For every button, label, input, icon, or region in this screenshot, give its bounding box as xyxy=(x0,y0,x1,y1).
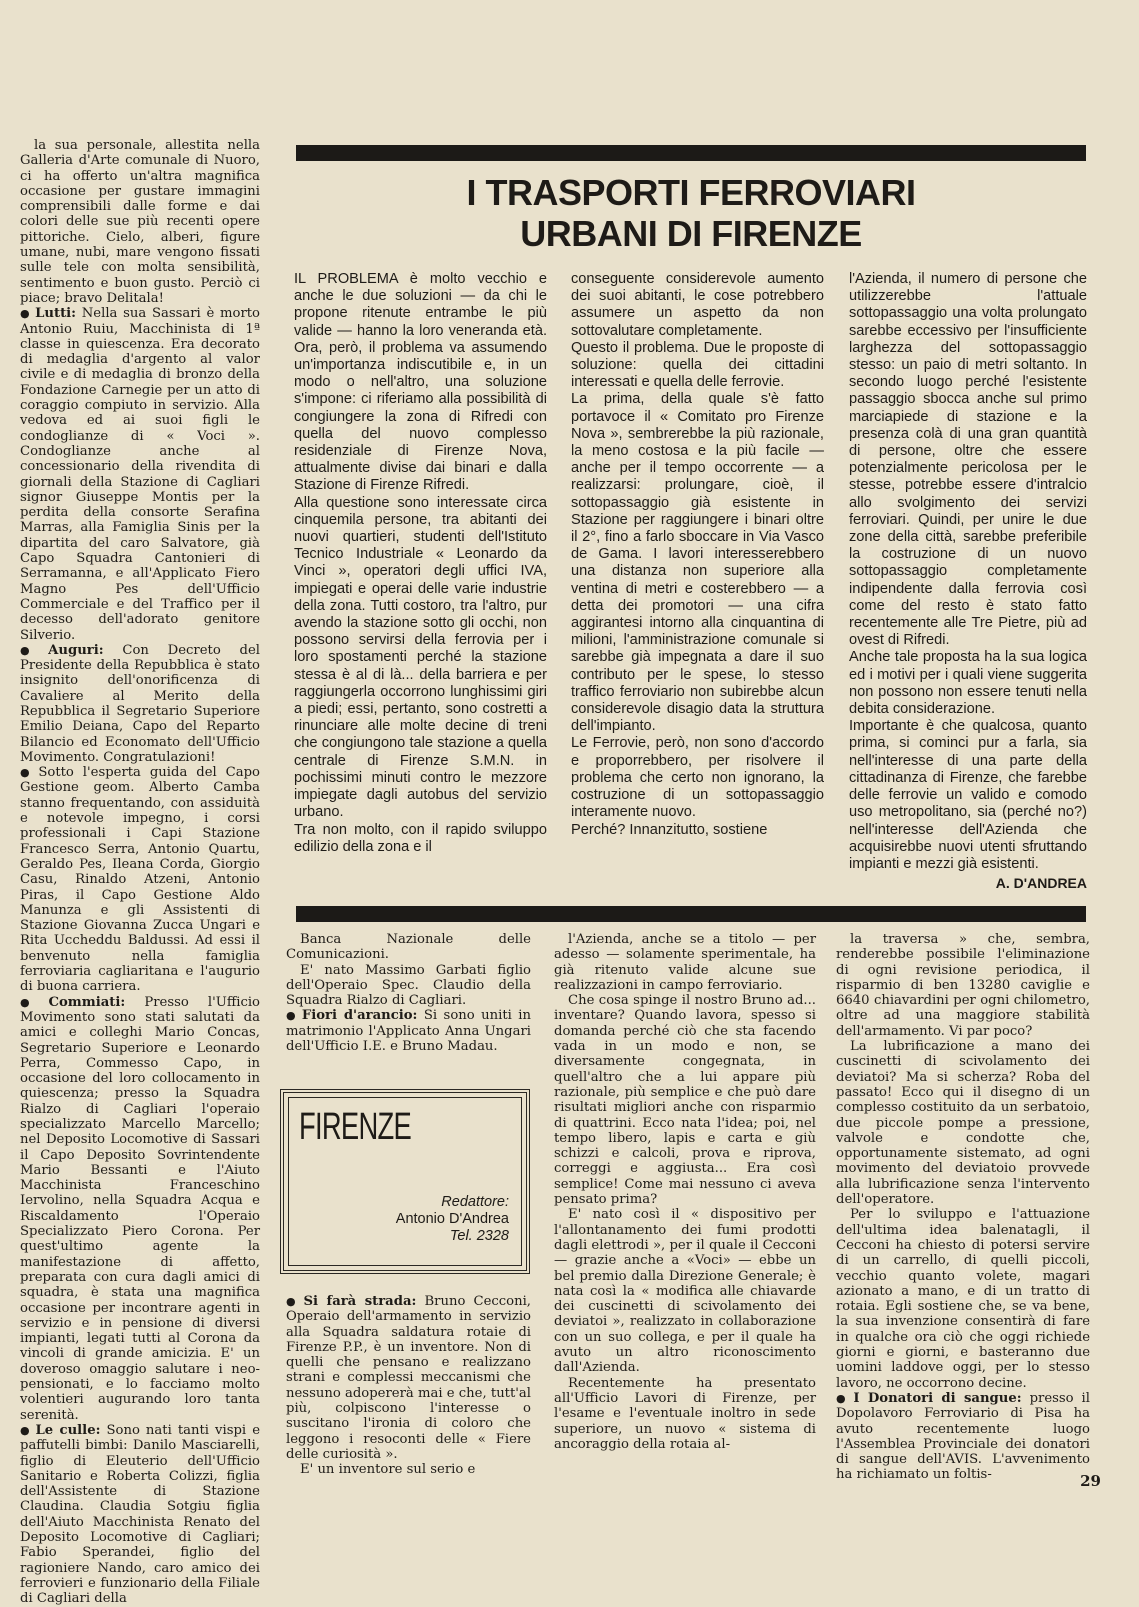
bullet-icon: ● xyxy=(20,643,45,657)
paragraph xyxy=(20,1423,260,1607)
paragraph-text: la sua personale, allestita nella Galleria d'Arte comunale di Nuoro, ci ha offerto un'altra magnifica occasione per gustare immagini comprensibili dalle forme e dai colori delle sue più recenti opere pittoriche. Cielo, alberi, figure umane, nubi, mare vengono fissati sulle tele con molta sensibilità, sentimento e buon gusto. Perciò ci piace; bravo Delitala! xyxy=(20,138,260,306)
bullet-icon: ● xyxy=(20,307,32,321)
article-paragraph: Le Ferrovie, però, non sono d'accordo e proporrebbero, per risolvere il problema che certo non ignorano, la costruzione di un sottopassaggio interamente nuovo. xyxy=(571,735,824,821)
article-paragraph: Perché? Innanzitutto, sostiene xyxy=(571,821,768,838)
paragraph xyxy=(286,963,531,1009)
paragraph-text: E' un inventore sul serio e xyxy=(300,1462,476,1478)
paragraph-text: Con Decreto del Presidente della Repubblica è stato insignito dell'onorificenza di Cavaliere al Merito della Repubblica il Segretario Superiore Emilio Deiana, Capo del Reparto Bilancio ed Economato dell'Ufficio Movimento. Congratulazioni! xyxy=(20,642,260,765)
paragraph xyxy=(836,1039,1090,1207)
paragraph xyxy=(836,1207,1090,1391)
paragraph xyxy=(286,1462,531,1477)
lower-column-2 xyxy=(554,932,816,1474)
paragraph-text: Per lo sviluppo e l'attuazione dell'ultima idea balenatagli, il Cecconi ha chiesto di potersi servire di un carrello, di quelli piccoli, vecchio quanto volete, magari azionato a mano, e di un tratto di rotaia. Egli sostiene che, se va bene, la sua invenzione consentirà di fare in qualche ora ciò che oggi richiede giorni e giorni, e basteranno due uomini laddove oggi, per lo stesso lavoro, ne occorrono decine. xyxy=(836,1207,1090,1391)
paragraph xyxy=(20,306,260,643)
article-paragraph: l'Azienda, il numero di persone che utilizzerebbe l'attuale sottopassaggio una volta prolungato sarebbe eccessivo per l'insufficiente larghezza del sottopassaggio stesso: un paio di metri soltanto. In secondo luogo perché l'esistente passaggio sbocca anche sul primo marciapiede di stazione e la presenza colà di una gran quantità di persone, oltre che essere potenzialmente pericolosa per le stesse, potrebbe essere d'intralcio allo svolgimento dei servizi ferroviari. Quindi, per unire le due zone della città, sarebbe preferibile la costruzione di un nuovo sottopassaggio completamente indipendente dalla ferrovia così come del resto è stato fatto recentemente alle Tre Pietre, più ad ovest di Rifredi. xyxy=(849,271,1087,649)
paragraph-lead: Commiati: xyxy=(48,994,126,1010)
paragraph-text: Sono nati tanti vispi e paffutelli bimbi: Danilo Masciarelli, figlio di Eleuterio dell'Ufficio Sanitario e Roberta Colizzi, figlia dell'Assistente di Stazione Claudina. Claudia Sotgiu figlia dell'Aiuto Macchinista Renato del Deposito Locomotive di Cagliari; Fabio Sperandei, figlio del ragioniere Nando, caro amico dei ferrovieri e funzionario della Filiale di Cagliari della xyxy=(20,1422,260,1607)
paragraph-text: E' nato Massimo Garbati figlio dell'Operaio Spec. Claudio della Squadra Rialzo di Cagliari. xyxy=(286,962,531,1009)
article-column-3 xyxy=(849,271,1087,892)
article-paragraph: Tra non molto, con il rapido sviluppo edilizio della zona e il xyxy=(294,821,547,855)
paragraph-text: l'Azienda, anche se a titolo — per adesso — solamente sperimentale, ha già ritenuto valide alcune sue realizzazioni in campo ferroviario. xyxy=(554,932,816,993)
paragraph-text: Presso l'Ufficio Movimento sono stati salutati da amici e colleghi Mario Concas, Segretario Superiore e Leonardo Perra, Commesso Capo, in occasione del loro collocamento in quiescenza; presso la Squadra Rialzo di Cagliari l'operaio specializzato Marcello Marcello; nel Deposito Locomotive di Sassari il Capo Deposito Sovrintendente Mario Bessanti e l'Aiuto Macchinista Franceschino Iervolino, nella Squadra Acqua e Riscaldamento l'Operaio Specializzato Piero Corona. Per quest'ultimo agente la manifestazione di affetto, preparata con cura dagli amici di squadra, è stata una magnifica occasione per incontrare agenti in servizio e in pensione di diversi impianti, legati tutti al Corona da vincoli di grande amicizia. E' un doveroso omaggio salutare i neo-pensionati, e lo facciamo molto volentieri augurando loro tanta serenità. xyxy=(20,994,260,1423)
lower-column-3 xyxy=(836,932,1090,1483)
bullet-icon: ● xyxy=(286,1295,300,1308)
paragraph xyxy=(836,1391,1090,1483)
paragraph xyxy=(554,1207,816,1375)
bullet-icon: ● xyxy=(20,995,45,1009)
paragraph xyxy=(836,932,1090,1039)
headline-line-1: I TRASPORTI FERROVIARI xyxy=(466,172,916,213)
article-paragraph: Importante è che qualcosa, quanto prima, si cominci pur a farla, sia nell'interesse di una parte della cittadinanza di Firenze, che farebbe delle ferrovie un valido e comodo uso metropolitano, sia (perché no?) nell'interesse dell'Azienda che acquisirebbe nuovi utenti sfruttando impianti e mezzi già esistenti. xyxy=(849,718,1087,872)
paragraph xyxy=(286,932,531,963)
header-rule xyxy=(296,145,1086,161)
box-info xyxy=(396,1194,509,1245)
article-column-2 xyxy=(571,271,824,883)
headline-line-2: URBANI DI FIRENZE xyxy=(520,213,862,254)
paragraph xyxy=(20,765,260,994)
box-name: Antonio D'Andrea xyxy=(395,1211,509,1227)
paragraph xyxy=(286,1008,531,1054)
article-headline xyxy=(296,172,1086,254)
paragraph xyxy=(20,995,260,1423)
page-number: 29 xyxy=(1080,1472,1101,1490)
paragraph-text: Nella sua Sassari è morto Antonio Ruiu, Macchinista di 1ª classe in quiescenza. Era decorato di medaglia d'argento al valor civile e di medaglia di bronzo della Fondazione Carnegie per un atto di coraggio compiuto in servizio. Alla vedova ed ai suoi figli le condoglianze di « Voci ». Condoglianze anche al concessionario della rivendita di giornali della Stazione di Cagliari signor Giuseppe Montis per la perdita della consorte Serafina Marras, alla Famiglia Sinis per la dipartita del caro Salvatore, già Capo Squadra Cantonieri di Serramanna, e all'Applicato Fiero Magno Pes dell'Ufficio Commerciale e del Traffico per il decesso dell'adorato genitore Silverio. xyxy=(20,306,260,643)
box-tel: Tel. 2328 xyxy=(449,1228,509,1244)
paragraph-text: Sotto l'esperta guida del Capo Gestione geom. Alberto Camba stanno frequentando, con assiduità e notevole impegno, i corsi professionali i Capi Stazione Francesco Serra, Antonio Quartu, Geraldo Pes, Ileana Corda, Giorgio Casu, Rinaldo Atzeni, Antonio Piras, il Capo Gestione Aldo Manunza e gli Assistenti di Stazione Giovanna Zucca Ungari e Rita Uccheddu Baldussi. Ad essi il benvenuto nella famiglia ferroviaria cagliaritana e l'augurio di buona carriera. xyxy=(20,765,260,995)
paragraph-text: la traversa » che, sembra, renderebbe possibile l'eliminazione di ogni revisione periodica, il risparmio di ben 13280 caviglie e 6640 chiavardini per ogni chilometro, oltre ad una maggiore stabilità dell'armamento. Vi par poco? xyxy=(836,932,1090,1039)
bullet-icon: ● xyxy=(20,1423,32,1437)
paragraph xyxy=(554,993,816,1207)
box-title: FIRENZE xyxy=(299,1106,412,1148)
article-paragraph: Questo il problema. Due le proposte di soluzione: quella dei cittadini interessati e quella delle ferrovie. xyxy=(571,339,824,391)
paragraph-text: presso il Dopolavoro Ferroviario di Pisa ha avuto recentemente luogo l'Assemblea Provinciale dei donatori di sangue dell'AVIS. L'avvenimento ha richiamato un foltis- xyxy=(836,1390,1090,1483)
article-column-1 xyxy=(294,271,547,883)
paragraph-lead: Si farà strada: xyxy=(303,1294,417,1309)
paragraph-lead: Lutti: xyxy=(35,306,77,322)
paragraph-text: E' nato così il « dispositivo per l'allontanamento dei fumi prodotti dagli elettrodi », per il quale il Cecconi — grazie anche a «Voci» — ebbe un bel premio dalla Direzione Generale; è nata così la « modifica alle chiavarde dei cuscinetti di scivolamento dei deviatoi », realizzato in collaborazione con un suo collega, e per il quale ha avuto un altro riconoscimento dall'Azienda. xyxy=(554,1207,816,1376)
bullet-icon: ● xyxy=(286,1009,298,1023)
lower-column-1-bottom xyxy=(286,1294,531,1478)
paragraph-text: Banca Nazionale delle Comunicazioni. xyxy=(286,932,531,963)
paragraph-lead: Le culle: xyxy=(35,1422,101,1438)
paragraph-lead: Fiori d'arancio: xyxy=(301,1008,418,1024)
paragraph xyxy=(286,1294,531,1462)
paragraph-text: Si sono uniti in matrimonio l'Applicato Anna Ungari dell'Ufficio I.E. e Bruno Madau. xyxy=(286,1008,532,1055)
section-rule xyxy=(296,906,1086,922)
article-byline: A. D'ANDREA xyxy=(995,875,1087,892)
article-paragraph: IL PROBLEMA è molto vecchio e anche le due soluzioni — da chi le propone ritenute entrambe le più valide — hanno la loro veneranda età. Ora, però, il problema va assumendo un'importanza indiscutibile e, in un modo o nell'altro, una soluzione s'impone: ci riferiamo alla possibilità di congiungere la zona di Rifredi con quella del nuovo complesso residenziale di Firenze Nova, attualmente divise dai binari e dalla Stazione di Firenze Rifredi. xyxy=(294,271,547,494)
paragraph-text: Recentemente ha presentato all'Ufficio Lavori di Firenze, per l'esame e l'eventuale inoltro in sede superiore, un nuovo « sistema di ancoraggio della rotaia al- xyxy=(554,1375,816,1452)
article-paragraph: conseguente considerevole aumento dei suoi abitanti, le cose potrebbero assumere un aspetto da non sottovalutare completamente. xyxy=(571,271,824,339)
paragraph-lead: Auguri: xyxy=(48,642,104,658)
article-paragraph: La prima, della quale s'è fatto portavoce il « Comitato pro Firenze Nova », sembrerebbe la più razionale, la meno costosa e la più facile — anche per il tempo occorrente — a realizzarsi: prolungare, cioè, il sottopassaggio già esistente in Stazione per raggiungere i binari oltre il 2°, fino a farlo sboccare in Via Vasco de Gama. I lavori interesserebbero una distanza non superiore alla ventina di metri e costerebbero — a detta dei promotori — una cifra aggirantesi intorno alla cinquantina di milioni, l'amministrazione comunale si sarebbe già impegnata a dare il suo contributo per le spese, lo stesso traffico ferroviario non subirebbe alcun considerevole disagio data la struttura dell'impianto. xyxy=(571,391,824,735)
article-paragraph: Alla questione sono interessate circa cinquemila persone, tra abitanti dei nuovi quartieri, studenti dell'Istituto Tecnico Industriale « Leonardo da Vinci », operatori degli uffici IVA, impiegati e operai delle varie industrie della zona. Tutti costoro, tra l'altro, pur avendo la stazione sotto gli occhi, non possono servirsi della ferrovia per i loro spostamenti perché la stazione stessa è al di là... della barriera e per raggiungerla occorrono lunghissimi giri a piedi; essi, pertanto, sono costretti a rinunciare alle molte decine di treni che congiungono tale stazione a quella centrale di Firenze S.M.N. in pochissimi minuti contro le mezzore impiegate dagli autobus del servizio urbano. xyxy=(294,494,547,821)
paragraph xyxy=(20,138,260,306)
box-role: Redattore: xyxy=(441,1194,509,1210)
bullet-icon: ● xyxy=(836,1391,850,1405)
firenze-box xyxy=(280,1089,530,1274)
paragraph-text: La lubrificazione a mano dei cuscinetti di scivolamento dei deviatoi? Ma si scherza? Roba del passato! Ecco qui il disegno di un complesso costituito da un serbatoio, due piccole pompe a pressione, valvole e condotte che, opportunamente sistemato, ad ogni movimento del deviatoio provvede alla lubrificazione senza l'intervento dell'operatore. xyxy=(836,1039,1090,1208)
paragraph xyxy=(554,932,816,993)
paragraph xyxy=(554,1376,816,1452)
paragraph-text: Bruno Cecconi, Operaio dell'armamento in servizio alla Squadra saldatura rotaie di Firenze P.P., è un inventore. Non di quelli che pensano e realizzano strani e complessi meccanismi che nessuno adopererà mai e che, tutt'al più, colpiscono l'interesse o suscitano l'ironia di coloro che leggono i resoconti delle « Fiere delle curiosità ». xyxy=(286,1294,531,1462)
left-column xyxy=(20,138,260,1607)
paragraph xyxy=(20,643,260,765)
article-paragraph: Anche tale proposta ha la sua logica ed i motivi per i quali viene suggerita non possono non essere tenuti nella debita considerazione. xyxy=(849,649,1087,718)
lower-column-1-top xyxy=(286,932,531,1072)
paragraph-text: Che cosa spinge il nostro Bruno ad... inventare? Quando lavora, spesso si domanda perché ciò che sta facendo vada in un modo e non, se diversamente congegnata, in quell'altro che a lui appare più razionale, più semplice e che può dare risultati migliori anche con risparmio di quattrini. Ecco nata l'idea; poi, nel tempo libero, lapis e carta e giù schizzi e calcoli, prova e riprova, correggi e aggiusta... Era così semplice! Come mai nessuno ci aveva pensato prima? xyxy=(554,993,816,1208)
bullet-icon: ● xyxy=(20,766,35,780)
paragraph-lead: I Donatori di sangue: xyxy=(853,1390,1022,1406)
